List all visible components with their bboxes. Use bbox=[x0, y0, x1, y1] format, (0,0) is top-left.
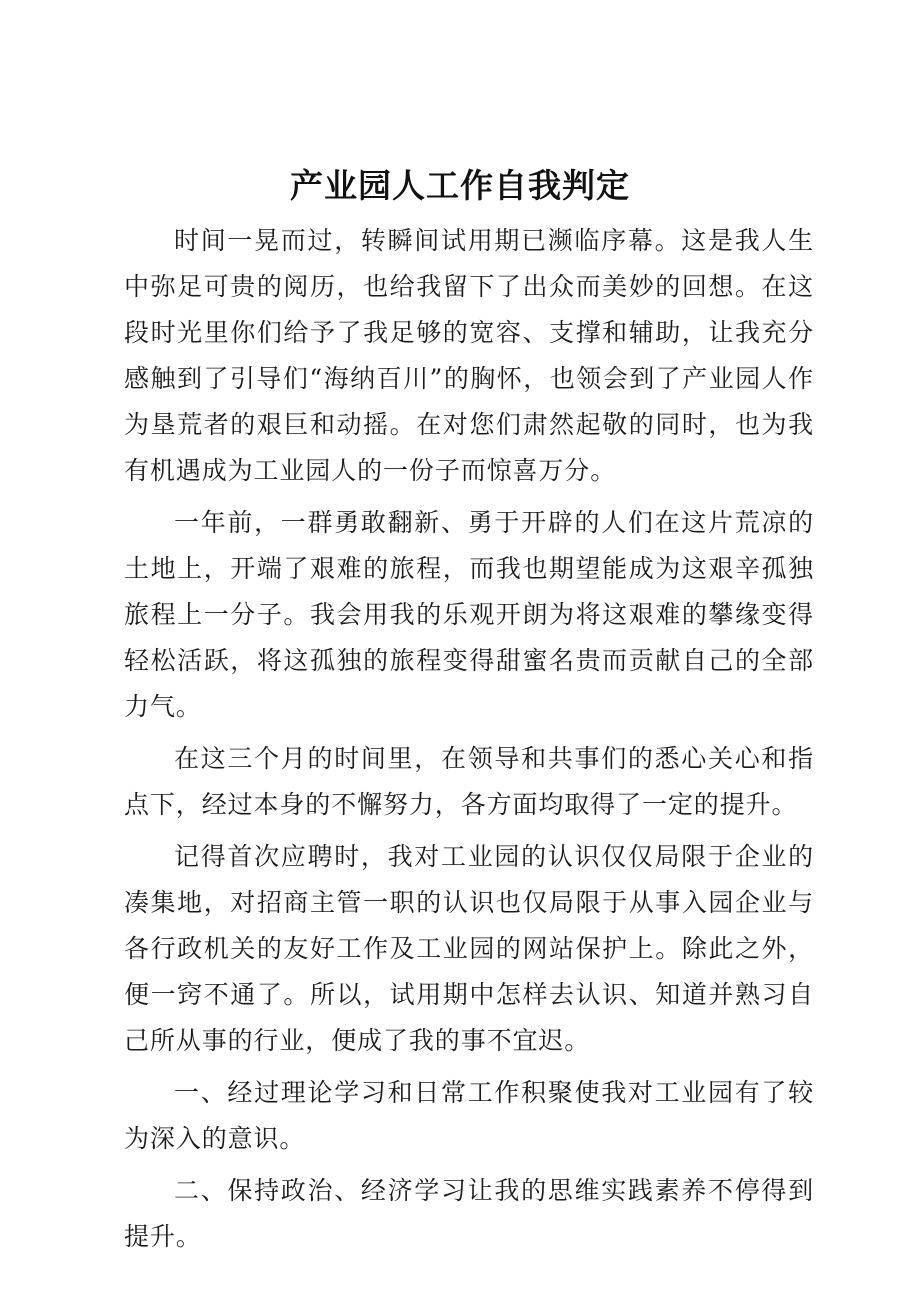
paragraph-6: 二、保持政治、经济学习让我的思维实践素养不停得到提升。 bbox=[124, 1176, 814, 1251]
paragraph-1: 时间一晃而过，转瞬间试用期已濒临序幕。这是我人生中弥足可贵的阅历，也给我留下了出众而美妙的回想。在这段时光里你们给予了我足够的宽容、支撑和辅助，让我充分感触到了引导们“海纳百川”的胸怀，也领会到了产业园人作为垦荒者的艰巨和动摇。在对您们肃然起敬的同时，也为我有机遇成为工业园人的一份子而惊喜万分。 bbox=[124, 226, 814, 485]
paragraph-5: 一、经过理论学习和日常工作积聚使我对工业园有了较为深入的意识。 bbox=[124, 1078, 814, 1153]
paragraph-4: 记得首次应聘时，我对工业园的认识仅仅局限于企业的凑集地，对招商主管一职的认识也仅局限于从事入园企业与各行政机关的友好工作及工业园的网站保护上。除此之外，便一窍不通了。所以，试用期中怎样去认识、知道并熟习自己所从事的行业，便成了我的事不宜迟。 bbox=[124, 842, 814, 1055]
paragraph-2: 一年前，一群勇敢翻新、勇于开辟的人们在这片荒凉的土地上，开端了艰难的旅程，而我也期望能成为这艰辛孤独旅程上一分子。我会用我的乐观开朗为将这艰难的攀缘变得轻松活跃，将这孤独的旅程变得甜蜜名贵而贡献自己的全部力气。 bbox=[124, 508, 814, 721]
paragraph-3: 在这三个月的时间里，在领导和共事们的悉心关心和指点下，经过本身的不懈努力，各方面均取得了一定的提升。 bbox=[124, 744, 814, 819]
document-body bbox=[124, 218, 814, 1266]
document-title: 产业园人工作自我判定 bbox=[290, 166, 630, 205]
